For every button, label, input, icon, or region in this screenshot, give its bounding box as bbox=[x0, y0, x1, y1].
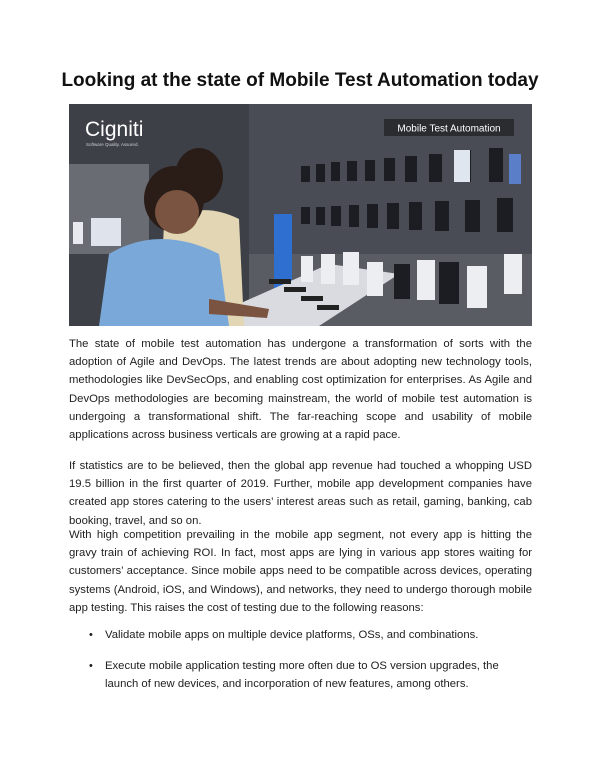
bullet-dot: • bbox=[89, 660, 93, 673]
paragraph-intro: The state of mobile test automation has undergone a transformation of sorts with the adoption of Agile and DevOps. The latest trends are about adopting new technology tools, methodologies like DevSecOps, and enabling cost optimization for enterprises. As Agile and DevOps methodologies are becoming mainstream, the world of mobile test automation is undergoing a transformational shift. The far-reaching scope and usability of mobile applications across business verticals are growing at a rapid pace. bbox=[69, 338, 532, 442]
hero-banner: Mobile Test Automation bbox=[397, 123, 501, 135]
hero-image bbox=[69, 104, 532, 326]
hero-logo: Cigniti bbox=[85, 118, 144, 141]
list-item bbox=[69, 626, 532, 644]
blue-phone bbox=[509, 154, 521, 184]
page-title: Looking at the state of Mobile Test Automation today bbox=[61, 70, 539, 91]
list-item-text: Validate mobile apps on multiple device platforms, OSs, and combinations. bbox=[105, 629, 479, 641]
paragraph-statistics: If statistics are to be believed, then the global app revenue had touched a whopping USD 19.5 billion in the first quarter of 2019. Further, mobile app development companies have created app stores catering to the users’ interest areas such as retail, gaming, banking, cab booking, travel, and so on. bbox=[69, 460, 532, 527]
person-front-face bbox=[155, 190, 199, 234]
dark-tablet bbox=[394, 264, 410, 299]
white-phone bbox=[454, 150, 470, 182]
table-phone bbox=[269, 279, 291, 284]
left-tablet bbox=[91, 218, 121, 246]
table-phone bbox=[301, 296, 323, 301]
list-item-text: Execute mobile application testing more often due to OS version upgrades, the launch of new devices, and incorporation of new features, among others. bbox=[105, 660, 499, 691]
list-item bbox=[69, 657, 532, 693]
paragraph-competition: With high competition prevailing in the mobile app segment, not every app is hitting the gravy train of achieving ROI. In fact, most apps are lying in various app stores waiting for customers’ acceptance. Since mobile apps need to be compatible across devices, operating systems (Android, iOS, and Windows), and networks, they need to undergo thorough mobile app testing. This raises the cost of testing due to the following reasons: bbox=[69, 529, 532, 614]
left-device bbox=[73, 222, 83, 244]
reasons-list bbox=[69, 626, 532, 707]
table-phone bbox=[317, 305, 339, 310]
bullet-dot: • bbox=[89, 629, 93, 641]
table-phone bbox=[284, 287, 306, 292]
hero-illustration bbox=[69, 104, 532, 326]
hero-logo-tagline: Software Quality. Assured. bbox=[86, 142, 139, 147]
dark-tablet bbox=[439, 262, 459, 304]
